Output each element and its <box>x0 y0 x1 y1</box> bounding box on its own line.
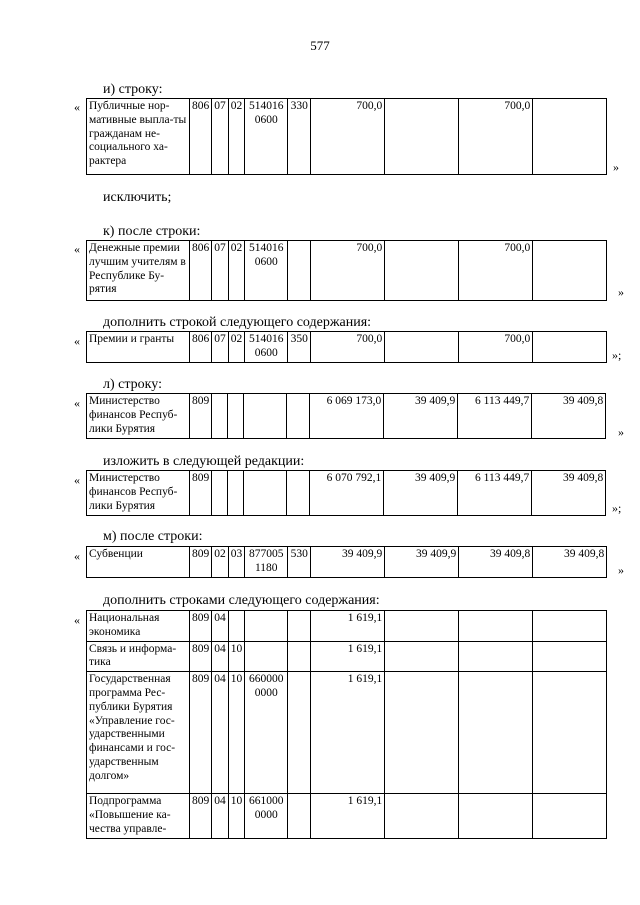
cell-v3: 39 409,8 <box>459 547 533 578</box>
cell-v1: 700,0 <box>311 241 385 301</box>
open-quote: « <box>74 242 80 256</box>
cell-v1: 700,0 <box>311 332 385 363</box>
table-row <box>87 547 607 578</box>
cell-c: 10 <box>228 641 245 672</box>
cell-b <box>212 471 228 516</box>
table-row <box>87 641 607 672</box>
close-quote: » <box>618 285 624 299</box>
cell-v4 <box>533 332 607 363</box>
cell-c: 03 <box>228 547 245 578</box>
table-row <box>87 672 607 794</box>
open-quote: « <box>74 396 80 410</box>
cell-v3: 700,0 <box>459 241 533 301</box>
cell-v3: 6 113 449,7 <box>458 471 532 516</box>
cell-a: 809 <box>190 394 212 439</box>
instruction-m: м) после строки: <box>103 529 203 544</box>
cell-c: 10 <box>228 672 245 794</box>
cell-code <box>244 471 287 516</box>
cell-v1: 1 619,1 <box>311 672 385 794</box>
cell-v4 <box>533 241 607 301</box>
cell-code: 660000 0000 <box>245 672 288 794</box>
cell-b: 02 <box>212 547 229 578</box>
close-quote: » <box>613 160 619 174</box>
cell-c: 02 <box>228 332 245 363</box>
table-k <box>86 240 607 301</box>
table-add-row <box>86 331 607 363</box>
instruction-add-row: дополнить строкой следующего содержания: <box>103 315 372 330</box>
cell-v2 <box>385 641 459 672</box>
cell-vr: 350 <box>288 332 311 363</box>
cell-v4 <box>533 794 607 839</box>
cell-vr <box>287 471 310 516</box>
cell-v4: 39 409,8 <box>532 394 606 439</box>
close-quote: »; <box>612 348 622 362</box>
cell-vr <box>288 794 311 839</box>
instruction-add-rows: дополнить строками следующего содержания: <box>103 593 380 608</box>
instruction-edit: изложить в следующей редакции: <box>103 454 305 469</box>
cell-a: 809 <box>190 641 212 672</box>
cell-code <box>244 394 287 439</box>
cell-a: 809 <box>190 672 212 794</box>
cell-code: 514016 0600 <box>245 241 288 301</box>
cell-v4: 39 409,8 <box>533 547 607 578</box>
instruction-l: л) строку: <box>103 377 162 392</box>
table-m <box>86 546 607 578</box>
cell-b: 04 <box>212 611 229 642</box>
close-quote: »; <box>612 501 622 515</box>
cell-name: Министерство финансов Респуб-лики Бурятия <box>87 394 190 439</box>
cell-vr: 530 <box>288 547 311 578</box>
cell-c <box>228 471 244 516</box>
cell-b: 07 <box>212 332 229 363</box>
cell-b: 04 <box>212 641 229 672</box>
cell-a: 809 <box>190 611 212 642</box>
table-add-rows <box>86 610 607 839</box>
cell-c <box>228 611 245 642</box>
cell-name: Подпрограмма «Повышение ка-чества управле- <box>87 794 190 839</box>
cell-c: 02 <box>228 241 245 301</box>
cell-v2: 39 409,9 <box>384 471 458 516</box>
cell-v3 <box>459 672 533 794</box>
page-number: 577 <box>310 38 330 53</box>
table-l <box>86 393 606 439</box>
cell-v4 <box>533 611 607 642</box>
cell-code: 514016 0600 <box>245 99 288 175</box>
cell-name: Денежные премии лучшим учителям в Республике Бу-рятия <box>87 241 190 301</box>
cell-v1: 6 069 173,0 <box>310 394 384 439</box>
cell-c <box>228 394 244 439</box>
cell-v2: 39 409,9 <box>385 547 459 578</box>
cell-v2 <box>385 241 459 301</box>
cell-a: 809 <box>190 471 212 516</box>
cell-v4 <box>533 672 607 794</box>
cell-name: Связь и информа-тика <box>87 641 190 672</box>
cell-v4 <box>533 99 607 175</box>
table-i <box>86 98 607 175</box>
cell-b: 04 <box>212 672 229 794</box>
cell-v3: 700,0 <box>459 99 533 175</box>
cell-b: 07 <box>212 241 229 301</box>
cell-name: Министерство финансов Респуб-лики Бурятия <box>87 471 190 516</box>
table-row <box>87 794 607 839</box>
cell-vr: 330 <box>288 99 311 175</box>
cell-v4 <box>533 641 607 672</box>
instruction-k: к) после строки: <box>103 224 201 239</box>
open-quote: « <box>74 549 80 563</box>
cell-v2: 39 409,9 <box>384 394 458 439</box>
close-quote: » <box>618 425 624 439</box>
cell-c: 02 <box>228 99 245 175</box>
cell-name: Субвенции <box>87 547 190 578</box>
cell-b: 04 <box>212 794 229 839</box>
cell-v1: 6 070 792,1 <box>310 471 384 516</box>
cell-code: 514016 0600 <box>245 332 288 363</box>
cell-a: 806 <box>190 241 212 301</box>
cell-v1: 700,0 <box>311 99 385 175</box>
cell-a: 809 <box>190 547 212 578</box>
cell-vr <box>288 672 311 794</box>
cell-b: 07 <box>212 99 229 175</box>
cell-name: Государственная программа Рес-публики Бурятия «Управление гос-ударственными финансами и гос-ударственным долгом» <box>87 672 190 794</box>
cell-v2 <box>385 672 459 794</box>
cell-name: Публичные нор-мативные выпла-ты гражданам не-социального ха-рактера <box>87 99 190 175</box>
cell-c: 10 <box>228 794 245 839</box>
table-row <box>87 332 607 363</box>
cell-v2 <box>385 794 459 839</box>
table-row <box>87 394 606 439</box>
cell-v3 <box>459 641 533 672</box>
table-row <box>87 99 607 175</box>
open-quote: « <box>74 473 80 487</box>
cell-vr <box>288 641 311 672</box>
cell-v2 <box>385 99 459 175</box>
cell-v2 <box>385 332 459 363</box>
cell-v3: 6 113 449,7 <box>458 394 532 439</box>
cell-v1: 39 409,9 <box>311 547 385 578</box>
cell-vr <box>288 611 311 642</box>
cell-vr <box>288 241 311 301</box>
cell-v2 <box>385 611 459 642</box>
cell-a: 809 <box>190 794 212 839</box>
cell-code: 661000 0000 <box>245 794 288 839</box>
cell-v1: 1 619,1 <box>311 794 385 839</box>
cell-v3 <box>459 794 533 839</box>
cell-name: Премии и гранты <box>87 332 190 363</box>
instruction-exclude: исключить; <box>103 190 172 205</box>
instruction-i: и) строку: <box>103 82 163 97</box>
cell-b <box>212 394 228 439</box>
open-quote: « <box>74 334 80 348</box>
cell-v1: 1 619,1 <box>311 641 385 672</box>
cell-name: Национальная экономика <box>87 611 190 642</box>
table-edit <box>86 470 606 516</box>
table-row <box>87 611 607 642</box>
cell-v1: 1 619,1 <box>311 611 385 642</box>
cell-code: 877005 1180 <box>245 547 288 578</box>
cell-vr <box>287 394 310 439</box>
cell-code <box>245 641 288 672</box>
close-quote: » <box>618 563 624 577</box>
cell-v3: 700,0 <box>459 332 533 363</box>
open-quote: « <box>74 100 80 114</box>
cell-v4: 39 409,8 <box>532 471 606 516</box>
cell-a: 806 <box>190 99 212 175</box>
cell-a: 806 <box>190 332 212 363</box>
cell-code <box>245 611 288 642</box>
cell-v3 <box>459 611 533 642</box>
open-quote: « <box>74 613 80 627</box>
table-row <box>87 471 606 516</box>
table-row <box>87 241 607 301</box>
